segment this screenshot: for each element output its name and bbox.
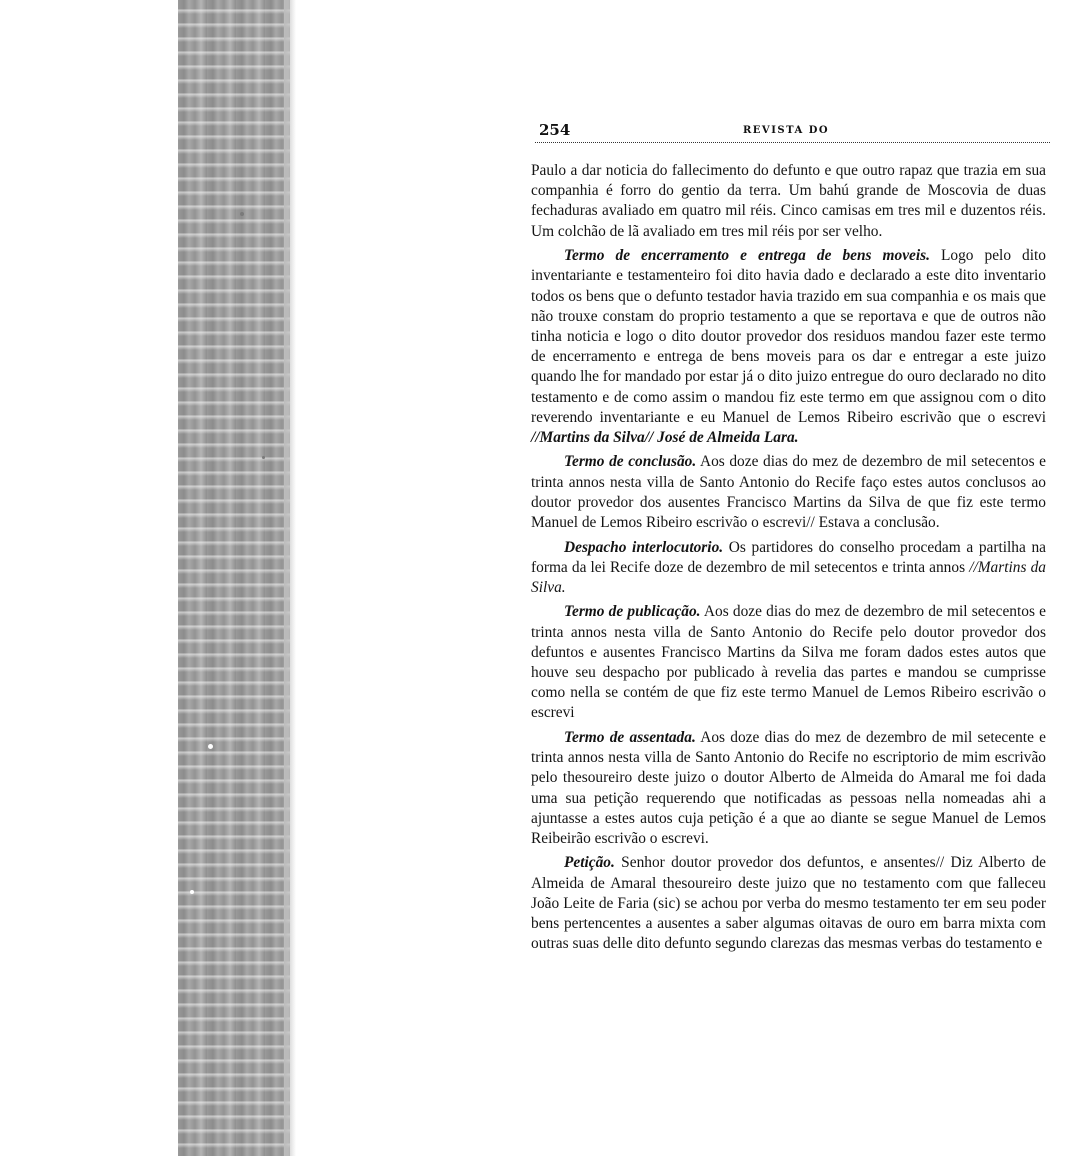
paragraph <box>531 246 1046 448</box>
paragraph-text: Paulo a dar noticia do fallecimento do defunto e que outro rapaz que trazia em sua companhia é forro do gentio da terra. Um bahú grande de Moscovia de duas fechaduras avaliado em quatro mil réis. Cinco camisas em tres mil e duzentos réis. Um colchão de lã avaliado em tres mil réis por ser velho. <box>531 162 1046 240</box>
section-heading: Termo de encerramento e entrega de bens moveis. <box>564 247 930 265</box>
paragraph <box>531 853 1046 954</box>
scan-speck <box>190 890 194 894</box>
header-rule <box>535 142 1050 143</box>
paragraph-text: Logo pelo dito inventariante e testamenteiro foi dito havia dado e declarado a este dito inventario todos os bens que o defunto testador havia trazido em sua companhia e os mais que não trouxe constam do proprio testamento a que se reportava e que de outros não tinha noticia e logo o dito doutor provedor dos residuos mandou fazer este termo de encerramento e entrega de bens moveis para os dar e entregar a este juizo quando lhe for mandado por estar já o dito juizo entregue do ouro declarado no dito testamento e de como assim o mandou fiz este termo em que assignou com o dito reverendo inventariante e eu Manuel de Lemos Ribeiro escrivão que o escrevi <box>531 247 1046 426</box>
paragraph-text: Os partidores do conselho procedam a partilha na forma da lei Recife doze de dezembro de mil setecentos e trinta annos <box>531 538 1046 576</box>
paragraph-text: Aos doze dias do mez de dezembro de mil setecente e trinta annos nesta villa de Santo Antonio do Recife no escriptorio de mim escrivão pelo thesoureiro deste juizo o doutor Alberto de Almeida do Amaral me foi dada uma sua petição requerendo que notificadas as pessoas nella nomeadas ahi a ajuntasse a estes autos cuja petição é a que ao diante se segue Manuel de Lemos Reibeirão escrivão o escrevi. <box>531 728 1046 847</box>
paragraph-text: Senhor doutor provedor dos defuntos, e ansentes// Diz Alberto de Almeida de Amaral thesoureiro deste juizo que no testamento com que falleceu João Leite de Faria (sic) se achou por verba do mesmo testamento ter em seu poder bens pertencentes a ausentes a saber algumas oitavas de ouro em barra mixta com outras suas delle dito defunto segundo clarezas das mesmas verbas do testamento e <box>531 854 1046 953</box>
page-number: 254 <box>539 121 571 139</box>
paragraph <box>531 602 1046 723</box>
scan-speck <box>240 212 244 216</box>
section-heading: Termo de publicação. <box>564 603 701 621</box>
page-header <box>531 118 1046 144</box>
running-head: REVISTA DO <box>743 125 830 136</box>
paragraph <box>531 452 1046 533</box>
scan-edge-shadow <box>178 0 290 1156</box>
section-heading: Termo de conclusão. <box>564 453 697 471</box>
paragraph-text: Aos doze dias do mez de dezembro de mil setecentos e trinta annos nesta villa de Santo Antonio do Recife faço estes autos conclusos ao doutor provedor dos ausentes Francisco Martins da Silva de que fiz este termo Manuel de Lemos Ribeiro escrivão o escrevi// Estava a conclusão. <box>531 453 1046 532</box>
scan-speck <box>262 456 265 459</box>
signature: //Martins da Silva. <box>531 558 1046 596</box>
paragraph <box>531 728 1046 849</box>
signature: //Martins da Silva// José de Almeida Lara. <box>531 428 799 446</box>
section-heading: Termo de assentada. <box>564 728 696 746</box>
paragraph <box>531 161 1046 242</box>
body-text <box>531 161 1046 959</box>
paragraph <box>531 538 1046 599</box>
paragraph-text: Aos doze dias do mez de dezembro de mil setecentos e trinta annos nesta villa de Santo Antonio do Recife pelo doutor provedor dos defuntos e ausentes Francisco Martins da Silva me foram dados estes autos que houve seu despacho por publicado à revelia das partes e mandou se cumprisse como nella se contém de que fiz este termo Manuel de Lemos Ribeiro escrivão o escrevi <box>531 603 1046 722</box>
section-heading: Petição. <box>564 854 615 872</box>
scan-speck <box>208 744 213 749</box>
section-heading: Despacho interlocutorio. <box>564 538 724 556</box>
